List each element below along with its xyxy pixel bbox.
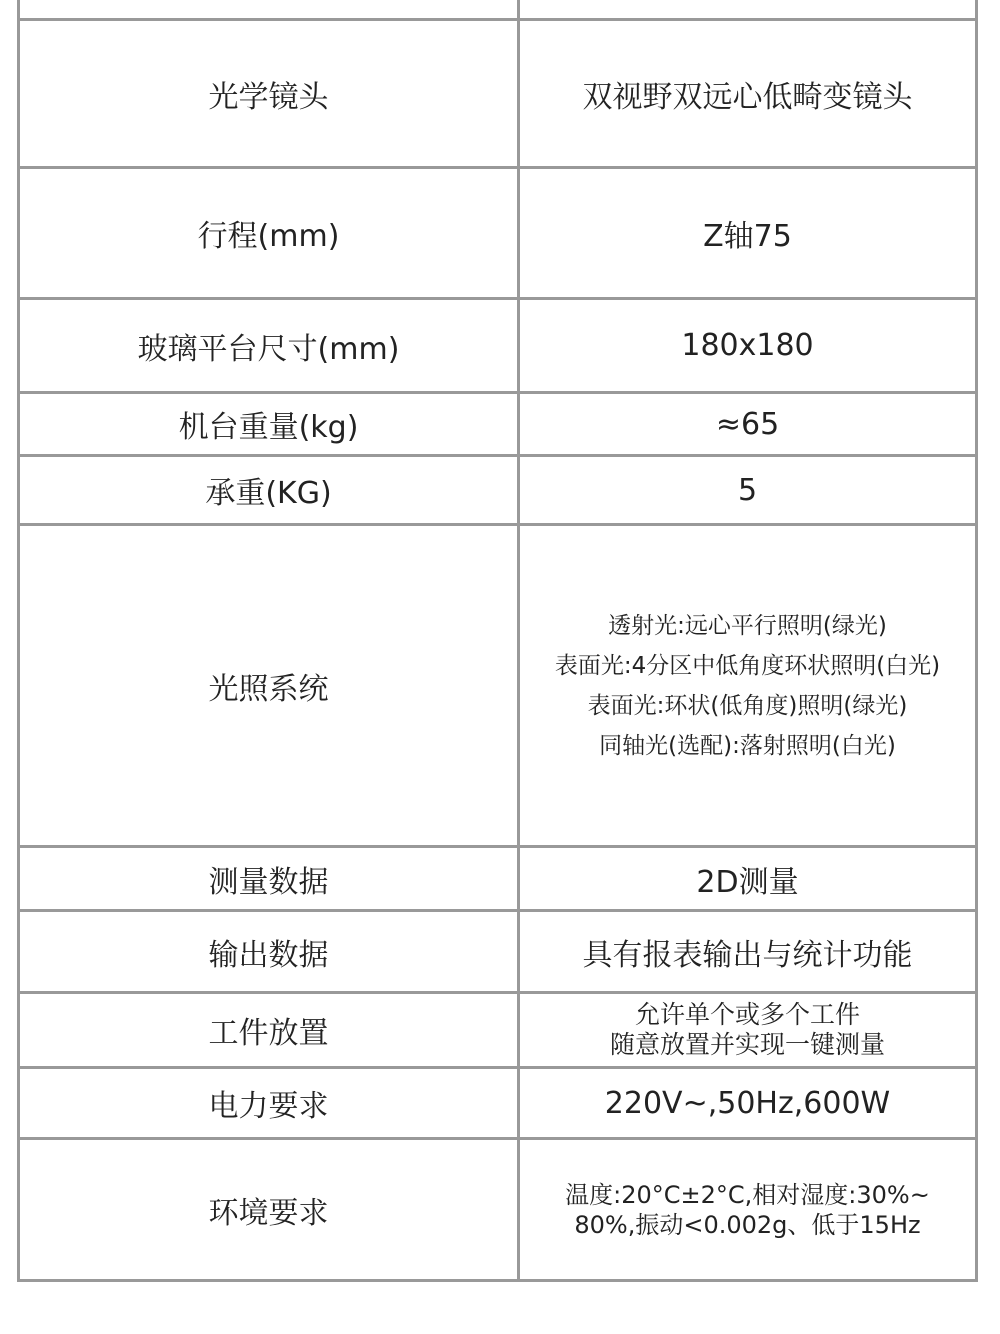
row-label: 承重(KG) <box>20 457 520 523</box>
row-value <box>520 994 975 1066</box>
table-row-workpiece-placement <box>20 994 975 1069</box>
row-label: 工件放置 <box>20 994 520 1066</box>
table-row-glass-platform <box>20 300 975 394</box>
table-row-measurement-data <box>20 848 975 912</box>
row-value: 5 <box>737 472 758 508</box>
environment-line: 80%,振动<0.002g、低于15Hz <box>574 1210 921 1239</box>
table-row-top <box>20 0 975 21</box>
row-label: 玻璃平台尺寸(mm) <box>20 300 520 391</box>
row-label: 输出数据 <box>20 912 520 991</box>
label-cell <box>20 0 520 18</box>
spec-table <box>17 0 978 1282</box>
lighting-line: 同轴光(选配):落射照明(白光) <box>599 732 896 759</box>
lighting-line: 表面光:环状(低角度)照明(绿光) <box>587 692 908 719</box>
row-label: 电力要求 <box>20 1069 520 1137</box>
placement-line: 允许单个或多个工件 <box>634 1000 860 1029</box>
row-label: 光学镜头 <box>20 21 520 166</box>
row-value: Z轴75 <box>703 219 792 254</box>
row-value: 2D测量 <box>696 864 799 900</box>
row-value: ≈65 <box>715 406 780 442</box>
lighting-line: 表面光:4分区中低角度环状照明(白光) <box>554 652 941 679</box>
value-cell <box>520 0 975 18</box>
row-label: 光照系统 <box>20 526 520 845</box>
placement-lines <box>610 1000 885 1060</box>
table-row-load-capacity <box>20 457 975 526</box>
table-row-machine-weight <box>20 394 975 457</box>
environment-line: 温度:20°C±2°C,相对湿度:30%~ <box>565 1180 930 1209</box>
lighting-line: 透射光:远心平行照明(绿光) <box>608 612 887 639</box>
row-label: 环境要求 <box>20 1140 520 1279</box>
table-row-output-data <box>20 912 975 994</box>
environment-lines <box>565 1180 930 1240</box>
lighting-lines <box>555 606 940 766</box>
row-label: 测量数据 <box>20 848 520 909</box>
row-value <box>520 526 975 845</box>
row-value: 180x180 <box>681 328 814 363</box>
row-value: 双视野双远心低畸变镜头 <box>582 79 913 115</box>
row-label: 行程(mm) <box>20 169 520 297</box>
table-row-optical-lens <box>20 21 975 169</box>
row-value: 具有报表输出与统计功能 <box>582 937 913 973</box>
row-value <box>520 1140 975 1279</box>
table-row-travel <box>20 169 975 300</box>
row-value: 220V~,50Hz,600W <box>604 1085 891 1121</box>
table-row-power-requirement <box>20 1069 975 1140</box>
row-label: 机台重量(kg) <box>20 394 520 454</box>
table-row-lighting-system <box>20 526 975 848</box>
placement-line: 随意放置并实现一键测量 <box>609 1030 885 1059</box>
table-row-environment-requirement <box>20 1140 975 1282</box>
